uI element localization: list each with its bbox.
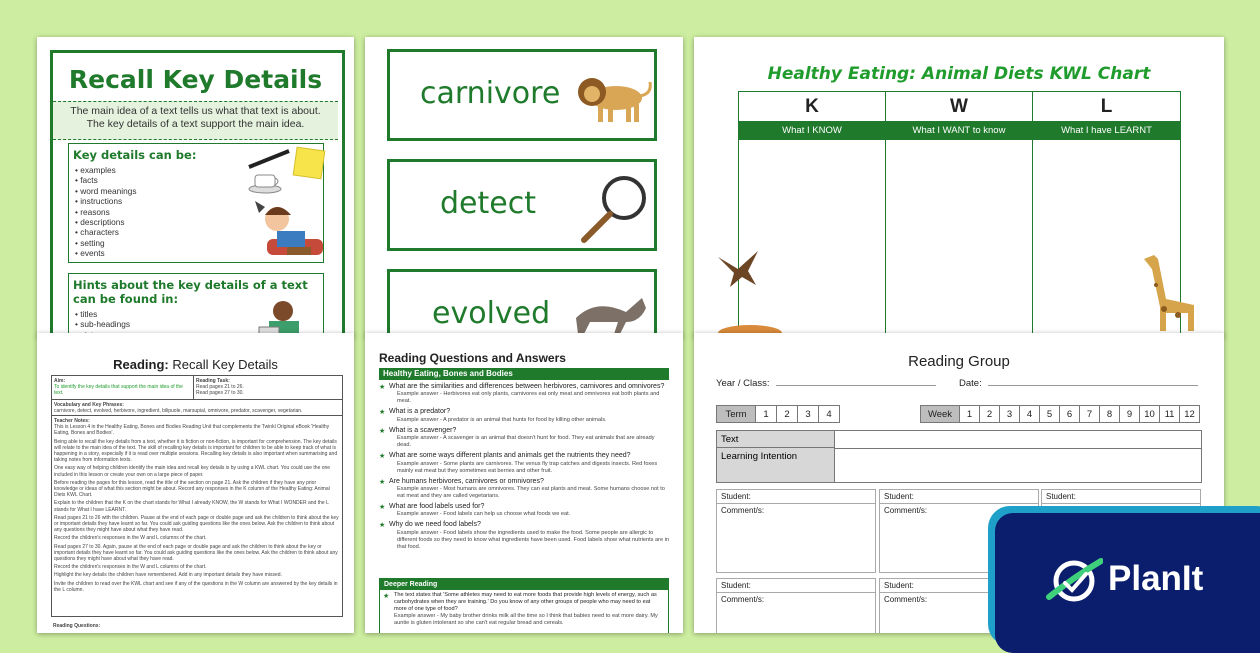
teacher-note-paragraph: Explain to the children that the K on the chart stands for What I already KNOW, the W stands for What I WONDER and the L stands for What I have LEARNT. (54, 500, 329, 513)
student-label: Student: (717, 490, 875, 504)
text-intention-table (716, 430, 1202, 483)
qa-item (379, 427, 669, 449)
week-number-cell[interactable]: 10 (1140, 406, 1160, 423)
term-table (716, 405, 840, 423)
week-number-cell[interactable]: 6 (1060, 406, 1080, 423)
key-detail-item: • facts (75, 175, 98, 186)
term-number-cell[interactable]: 1 (756, 406, 777, 423)
qa-question: Why do we need food labels? (389, 521, 481, 529)
week-number-cell[interactable]: 1 (960, 406, 980, 423)
week-number-cell[interactable]: 12 (1180, 406, 1200, 423)
kwl-heading: What I WANT to know (886, 121, 1032, 140)
reading-child-2-icon (253, 299, 313, 337)
week-number-cell[interactable]: 11 (1160, 406, 1180, 423)
deeper-reading-header: Deeper Reading (380, 579, 668, 590)
week-number-cell[interactable]: 5 (1040, 406, 1060, 423)
deeper-reading-box (379, 578, 669, 633)
student-card[interactable] (716, 578, 876, 633)
qa-item (379, 521, 669, 550)
student-label: Student: (1042, 490, 1200, 504)
week-number-cell[interactable]: 2 (980, 406, 1000, 423)
task-text: Read pages 27 to 30. (196, 390, 244, 397)
intro-line-1: The main idea of a text tells us what that text is about. (70, 105, 321, 117)
kwl-letter: L (1100, 96, 1113, 117)
date-label: Date: (959, 378, 982, 389)
qa-answer: Example answer - Food labels show the ingredients used to make the food. Some people are allergic to different foods so they need to know what ingredients have been used. Food labels show what nutrients are in that food. (397, 529, 669, 550)
reading-questions-sheet[interactable] (365, 333, 683, 633)
kwl-letter: K (805, 96, 819, 117)
vocab-text: carnivore, detect, evolved, herbivore, ingredient, bilipuole, marsupial, omnivore, predator, scavenger, vegetarian. (54, 408, 303, 415)
tea-cup-icon (247, 169, 287, 195)
week-number-cell[interactable]: 3 (1000, 406, 1020, 423)
aim-text: To identify the key details that support the main idea of the text. (54, 384, 183, 397)
week-number-cell[interactable]: 7 (1080, 406, 1100, 423)
lesson-title (37, 357, 354, 372)
date-field[interactable] (959, 378, 1198, 389)
kwl-column-k (739, 92, 886, 337)
key-detail-item: • characters (75, 227, 119, 238)
task-label: Reading Task: (196, 378, 230, 384)
week-label: Week (921, 406, 960, 423)
hint-item: • sub-headings (75, 319, 131, 330)
qa-question: What are the similarities and differences between herbivores, carnivores and omnivores? (389, 383, 665, 390)
kwl-heading: What I KNOW (739, 121, 885, 140)
intro-line-2: The key details of a text support the main idea. (86, 118, 305, 130)
star-icon: ★ (383, 593, 390, 600)
word-card-evolved (387, 269, 657, 337)
qa-item (379, 452, 669, 474)
key-detail-item: • word meanings (75, 185, 137, 196)
qa-item (379, 408, 669, 423)
teacher-note-paragraph: Invite the children to read over the KWL chart and see if any of the questions in the W column are answered by the key details in the L column. (54, 580, 338, 593)
kwl-chart-sheet[interactable] (694, 37, 1224, 337)
lesson-title-rest: Recall Key Details (168, 357, 278, 372)
task-cell (194, 376, 342, 400)
teacher-note-paragraph: This is Lesson 4 in the Healthy Eating, Bones and Bodies Reading Unit that complements the Twinkl Original eBook 'Healthy Eating, Bones and Bodies'. (54, 424, 330, 437)
teacher-note-paragraph: Record the children's responses in the W and L columns of the chart. (54, 564, 207, 571)
text-input[interactable] (835, 431, 1201, 449)
cat-icon (570, 288, 654, 337)
poster-title: Recall Key Details (68, 65, 323, 94)
deeper-question: The text states that 'Some athletes may need to eat more foods that provide high levels of energy, such as carbohydrates when they are training.' Do you know of any other groups of people who may need to eat more of one type of food? (394, 592, 657, 612)
giraffe-icon (1134, 249, 1204, 337)
star-icon: ★ (379, 504, 386, 512)
word-card-text: detect (440, 186, 536, 221)
aim-label: Aim: (54, 378, 66, 384)
qa-question: What is a predator? (389, 408, 451, 416)
qa-answer: Example answer - Most humans are omnivores. They can eat plants and meat. Some humans choose not to eat meat and they are called vegetarians. (397, 486, 665, 500)
learning-intention-input[interactable] (835, 448, 1201, 482)
teacher-notes (52, 416, 342, 616)
student-card[interactable] (716, 489, 876, 573)
aim-cell (52, 376, 194, 400)
kwl-title: Healthy Eating: Animal Diets KWL Chart (767, 64, 1151, 84)
key-detail-item: • events (75, 248, 105, 259)
qa-answer: Example answer - Food labels can help us choose what foods we eat. (397, 511, 571, 518)
notes-label: Teacher Notes: (54, 418, 90, 424)
lesson-title-bold: Reading: (113, 357, 169, 372)
word-card-text: carnivore (420, 76, 561, 111)
key-detail-item: • descriptions (75, 217, 125, 228)
word-card-detect (387, 159, 657, 251)
teacher-note-paragraph: Read pages 21 to 26 with the children. Pause at the end of each page or double page and ask the children to think about the key or important details they have learnt so far. You could ask guiding questions like the ones below. Ask the children to think about any questions they might have about what they have read. (54, 514, 339, 534)
lesson-table (51, 375, 343, 617)
reading-child-icon (243, 197, 327, 263)
word-cards-sheet[interactable] (365, 37, 683, 337)
term-label: Term (717, 406, 756, 423)
deeper-reading-item (380, 590, 668, 627)
week-table (920, 405, 1200, 423)
teacher-note-paragraph: Read pages 27 to 30. Again, pause at the end of each page or double page and ask the children to think about the key or important details they have learnt so far. You could ask guiding questions like the ones below. Ask the children to think about any questions they might have about what they have read. (54, 543, 338, 563)
key-detail-item: • examples (75, 165, 116, 175)
term-number-cell[interactable]: 3 (798, 406, 819, 423)
teacher-note-paragraph: Highlight the key details the children have remembered. Add in any important details they have missed. (54, 572, 282, 579)
qa-section-header: Healthy Eating, Bones and Bodies (379, 368, 669, 380)
term-number-cell[interactable]: 2 (777, 406, 798, 423)
student-label: Student: (880, 579, 1038, 593)
comments-label: Comment/s: (721, 595, 765, 604)
text-label: Text (717, 431, 835, 448)
vocab-cell (52, 400, 342, 416)
recall-key-details-poster[interactable] (37, 37, 354, 337)
term-number-cell[interactable]: 4 (819, 406, 840, 423)
learning-intention-label: Learning Intention (717, 448, 835, 482)
poster-intro (53, 101, 338, 140)
planit-planet-icon (1045, 553, 1103, 609)
star-icon: ★ (379, 409, 386, 417)
planit-badge-inner (995, 513, 1260, 653)
word-card-text: evolved (432, 296, 551, 331)
key-details-heading: Key details can be: (73, 148, 197, 162)
task-text: Read pages 21 to 26. (196, 384, 244, 391)
kwl-column-w (886, 92, 1033, 337)
planit-wordmark: PlanIt (1108, 559, 1204, 598)
teacher-note-paragraph: Before reading the pages for this lesson, read the title of the section on page 21. Ask the children if they have any prior knowledge or ideas of what this section might be about. Record any responses in the K column of the Healthy Eating: Animal Diets KWL Chart. (54, 479, 330, 499)
key-detail-item: • reasons (75, 206, 110, 217)
qa-question: What are food labels used for? (389, 503, 485, 511)
teacher-note-paragraph: One easy way of helping children identify the main idea and recall key details is by using a KWL chart. You could use the one included in this lesson or create your own on a large piece of paper. (54, 465, 331, 478)
star-icon: ★ (379, 453, 386, 461)
qa-answer: Example answer - A predator is an animal that hunts for food by killing other animals. (397, 416, 607, 423)
qa-answer: Example answer - Some plants are carnivores. The venus fly trap catches and digests insects. Red foxes mainly eat meat but they sometimes eat berries and other fruit. (397, 460, 658, 474)
eagle-icon (714, 247, 764, 287)
word-card-carnivore (387, 49, 657, 141)
hint-item: • titles (75, 309, 98, 319)
hints-heading: Hints about the key details of a text can be found in: (73, 278, 308, 306)
kwl-letter: W (950, 96, 968, 117)
group-title: Reading Group (908, 353, 1010, 370)
year-class-line[interactable] (776, 385, 936, 386)
key-detail-item: • instructions (75, 196, 123, 207)
magnifying-glass-icon (574, 172, 654, 244)
star-icon: ★ (379, 478, 386, 486)
comments-label: Comment/s: (721, 506, 765, 515)
week-number-cell[interactable]: 9 (1120, 406, 1140, 423)
qa-question: What are some ways different plants and animals get the nutrients they need? (389, 452, 631, 460)
star-icon: ★ (379, 522, 386, 530)
kwl-table (738, 91, 1181, 337)
qa-answer: Example answer - Herbivores eat only plants, carnivores eat only meat and omnivores eat both plants and meat. (397, 391, 660, 405)
deeper-answer: Example answer - My baby brother drinks milk all the time so I think that babies need to eat more dairy. My auntie is gluten intolerant so she can't eat regular bread and cereals. (394, 613, 658, 626)
qa-item (379, 503, 669, 518)
qa-question: Are humans herbivores, carnivores or omnivores? (389, 477, 544, 485)
student-label: Student: (717, 579, 875, 593)
star-icon: ★ (379, 384, 386, 391)
student-label: Student: (880, 490, 1038, 504)
teacher-note-paragraph: Being able to recall the key details from a text, whether it is fiction or non-fiction, is important for comprehension. The key details will relate to the main idea of the text. The skill of recalling key details is important for children to be able to keep track of what is happening in a story, especially if it is read over multiple sessions. Recalling key details is also important when summarising and taking notes from information texts. (54, 438, 338, 464)
kwl-heading: What I have LEARNT (1033, 121, 1180, 140)
qa-title: Reading Questions and Answers (379, 351, 566, 365)
star-icon: ★ (379, 427, 386, 435)
week-number-cell[interactable]: 8 (1100, 406, 1120, 423)
qa-list (379, 383, 669, 554)
qa-answer: Example answer - A scavenger is an animal that doesn't hunt for food. They eat animals that are already dead. (397, 435, 655, 449)
date-line[interactable] (988, 385, 1198, 386)
comments-label: Comment/s: (884, 595, 928, 604)
qa-question: What is a scavenger? (389, 426, 457, 434)
lion-icon (574, 70, 654, 126)
year-class-field[interactable] (716, 378, 936, 389)
comments-label: Comment/s: (884, 506, 928, 515)
lesson-plan-sheet[interactable] (37, 333, 354, 633)
qa-item (379, 383, 669, 405)
planit-logo-badge (988, 506, 1260, 646)
reading-questions-label: Reading Questions: (53, 623, 101, 629)
vocab-label: Vocabulary and Key Phrases: (54, 402, 124, 408)
key-detail-item: • setting (75, 237, 105, 248)
qa-item (379, 478, 669, 500)
year-class-label: Year / Class: (716, 378, 770, 389)
week-number-cell[interactable]: 4 (1020, 406, 1040, 423)
teacher-note-paragraph: Record the children's responses in the W and L columns of the chart. (54, 535, 207, 542)
